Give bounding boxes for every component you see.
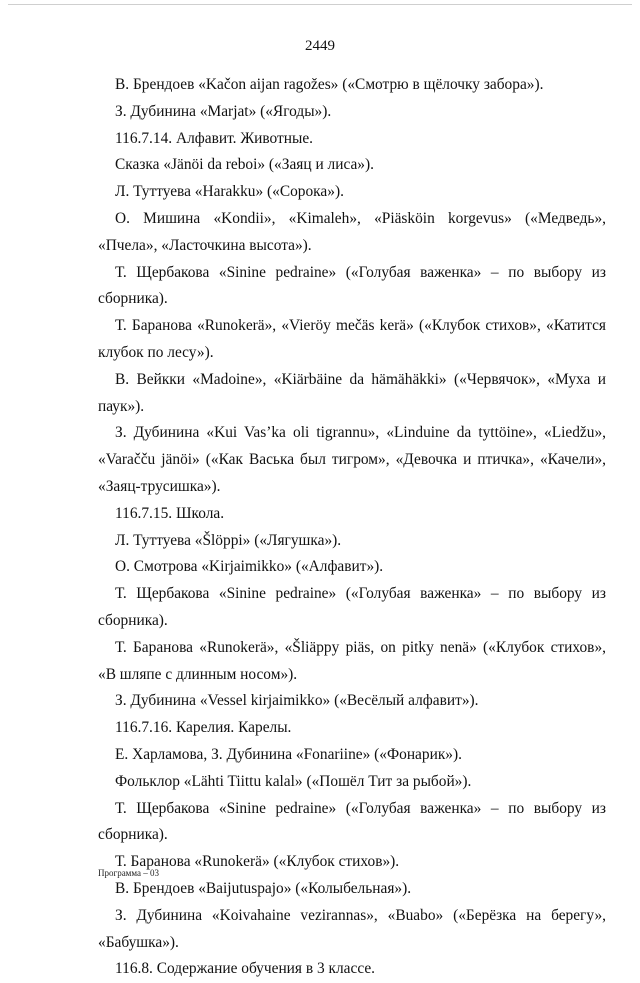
section-heading: 116.7.16. Карелия. Карелы. (115, 719, 292, 737)
section-heading: 116.7.14. Алфавит. Животные. (115, 129, 314, 147)
paragraph: Фольклор «Lähti Tiittu kalal» («Пошёл Тит за рыбой»). (115, 772, 472, 790)
paragraph: Т. Баранова «Runokerä», «Šliäppy piäs, on pitky nenä» («Клубок стихов», «В шляпе с длинным носом»). (98, 638, 606, 683)
paragraph: Т. Баранова «Runokerä» («Клубок стихов»). (115, 853, 400, 871)
footer-label: Программа – 03 (98, 868, 160, 878)
paragraph: О. Смотрова «Kirjaimikko» («Алфавит»). (115, 558, 384, 576)
paragraph: Т. Щербакова «Sinine pedraine» («Голубая важенка» – по выбору из сборника). (98, 585, 606, 629)
scan-border (8, 4, 632, 5)
paragraph: Т. Щербакова «Sinine pedraine» («Голубая важенка» – по выбору из сборника). (98, 263, 606, 308)
section-heading: 116.7.15. Школа. (115, 504, 225, 522)
paragraph: Сказка «Jänöi da reboi» («Заяц и лиса»). (115, 156, 374, 174)
document-body (98, 72, 606, 983)
paragraph: З. Дубинина «Kui Vas’ka oli tigrannu», «Linduine da tyttöine», «Liedžu», «Varačču jänöi» («Как Васька был тигром», «Девочка и птичка», «Качели», «Заяц-трусишка»). (98, 424, 606, 495)
paragraph: В. Брендоев «Kačon aijan ragožes» («Смотрю в щёлочку забора»). (115, 76, 544, 93)
paragraph: В. Вейкки «Madoine», «Kiärbäine da hämähäkki» («Червячок», «Муха и паук»). (98, 370, 606, 415)
paragraph: О. Мишина «Kondii», «Kimaleh», «Piäsköin korgevus» («Медведь», «Пчела», «Ласточкина высота»). (98, 209, 606, 254)
paragraph: Т. Щербакова «Sinine pedraine» («Голубая важенка» – по выбору из сборника). (98, 799, 606, 844)
paragraph: З. Дубинина «Marjat» («Ягоды»). (115, 102, 332, 120)
paragraph: З. Дубинина «Koivahaine vezirannas», «Buabo» («Берёзка на берегу», «Бабушка»). (98, 906, 606, 951)
paragraph: Е. Харламова, З. Дубинина «Fonariine» («Фонарик»). (115, 745, 462, 763)
paragraph: В. Брендоев «Baijutuspajo» («Колыбельная»). (115, 879, 412, 897)
page-number: 2449 (305, 38, 335, 54)
paragraph: Л. Туттуева «Harakku» («Сорока»). (115, 183, 344, 201)
paragraph: Л. Туттуева «Šlöppi» («Лягушка»). (115, 531, 342, 549)
paragraph: З. Дубинина «Vessel kirjaimikko» («Весёлый алфавит»). (115, 692, 479, 710)
paragraph: Т. Баранова «Runokerä», «Vieröy mečäs kerä» («Клубок стихов», «Катится клубок по лесу»). (98, 317, 606, 361)
section-heading: 116.8. Содержание обучения в 3 классе. (115, 960, 376, 978)
